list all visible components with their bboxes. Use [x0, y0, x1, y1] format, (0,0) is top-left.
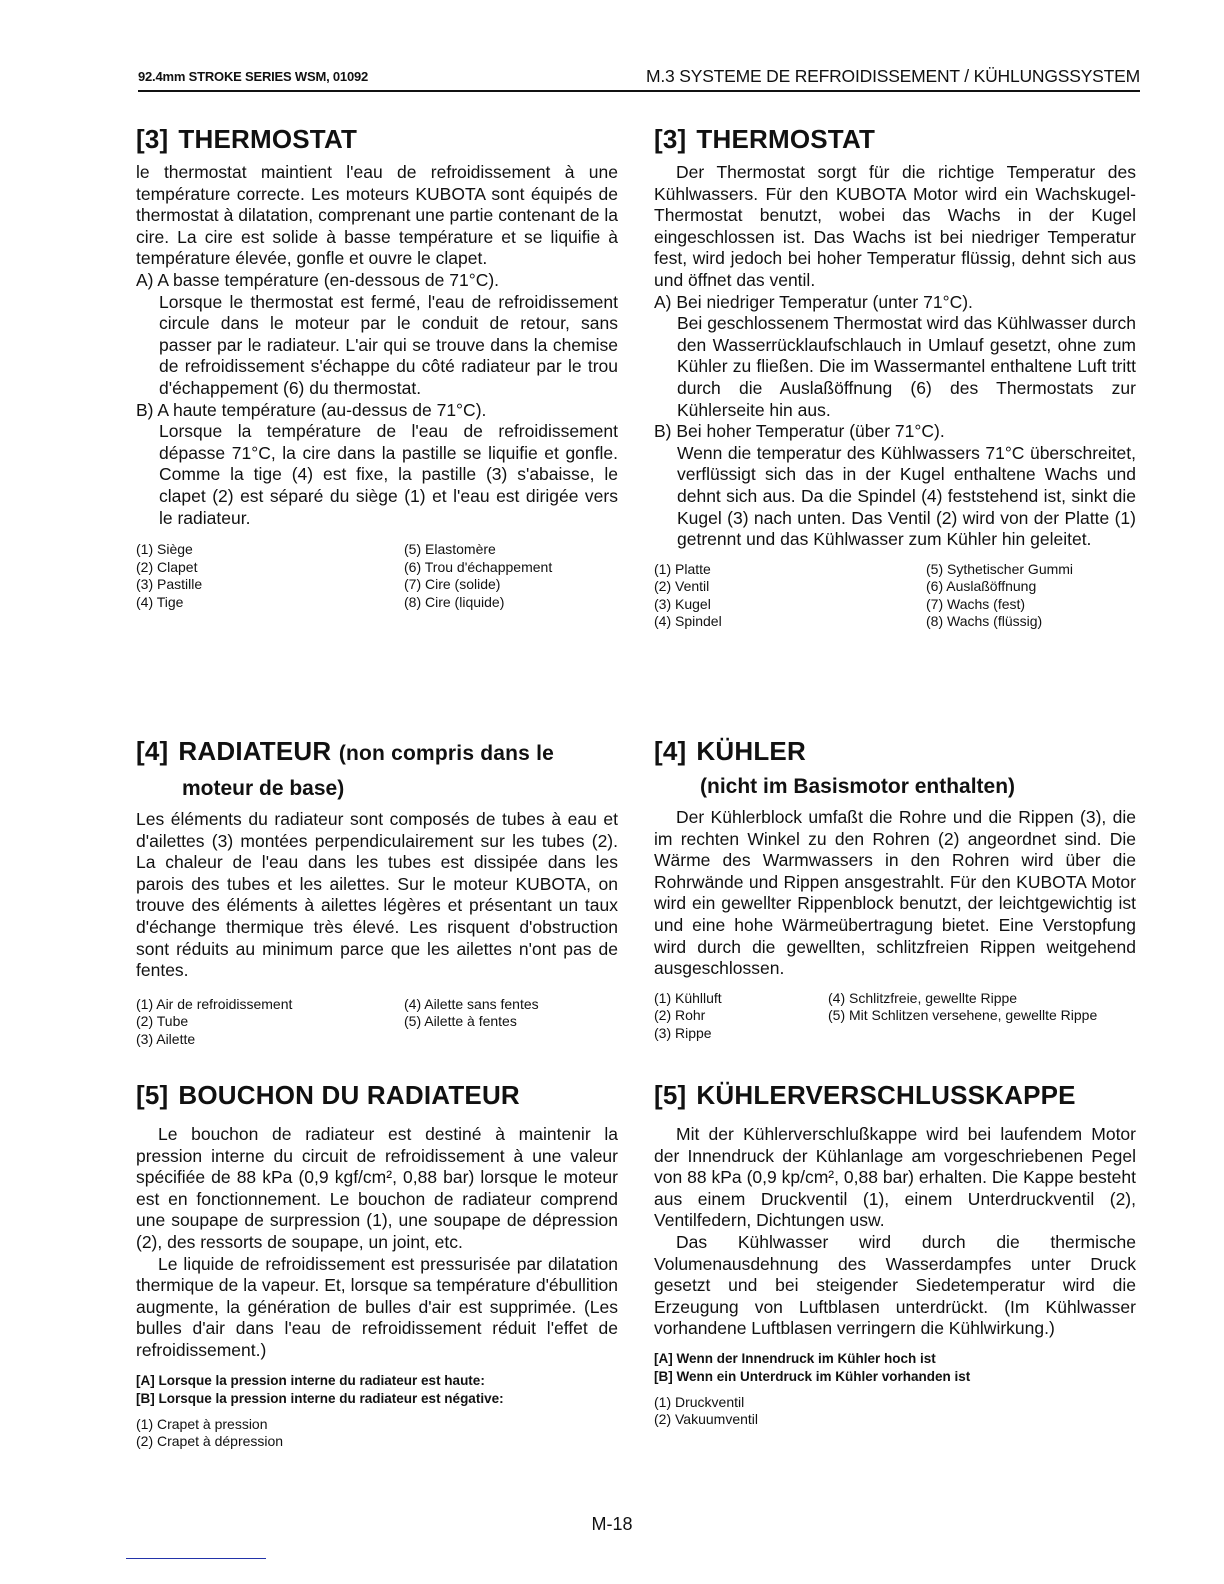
list-item: (2) Crapet à dépression [136, 1433, 284, 1450]
de-cap-list [654, 1394, 1136, 1429]
page-number: M-18 [591, 1514, 633, 1534]
de-thermostat-section [654, 124, 1136, 631]
note-item: [A] Wenn der Innendruck im Kühler hoch ist [654, 1350, 936, 1366]
legend-item: (2) Tube [136, 1013, 189, 1030]
legend-item: (3) Pastille [136, 576, 203, 593]
legend-item: (7) Wachs (fest) [926, 595, 1026, 612]
de-radiator-subheading: (nicht im Basismotor enthalten) [700, 775, 1016, 798]
fr-cap-section [136, 1080, 618, 1451]
legend-item: (5) Mit Schlitzen versehene, gewellte Rippe [828, 1007, 1098, 1024]
de-cap-paragraph-1: Mit der Kühlerverschlußkappe wird bei laufendem Motor der Innendruck der Kühlanlage am vorgeschriebenen Pegel von 88 kPa (0,9 kp/cm², 0,88 bar) erhalten. Die Kappe besteht aus einem Druckventil (1), einem Unterdruckventil (2), Ventilfedern, Dichtungen usw. [654, 1124, 1136, 1231]
note-item: [A] Lorsque la pression interne du radiateur est haute: [136, 1372, 485, 1388]
legend-item: (7) Cire (solide) [404, 576, 501, 593]
list-item: (1) Crapet à pression [136, 1415, 268, 1432]
de-thermostat-a-heading: A) Bei niedriger Temperatur (unter 71°C). [654, 291, 973, 312]
legend-item: (8) Wachs (flüssig) [926, 613, 1043, 630]
legend-item: (1) Platte [654, 560, 711, 577]
fr-radiator-section [136, 736, 618, 1048]
de-cap-heading: [5] KÜHLERVERSCHLUSSKAPPE [654, 1080, 1076, 1110]
fr-cap-list [136, 1416, 618, 1451]
header-series: 92.4mm STROKE SERIES WSM, 01092 [138, 69, 369, 84]
fr-cap-heading: [5] BOUCHON DU RADIATEUR [136, 1080, 520, 1110]
fr-thermostat-b-heading: B) A haute température (au-dessus de 71°C). [136, 399, 487, 420]
de-thermostat-b-heading: B) Bei hoher Temperatur (über 71°C). [654, 421, 945, 442]
de-cap-notes [654, 1350, 1136, 1386]
note-item: [B] Lorsque la pression interne du radiateur est négative: [136, 1390, 504, 1406]
legend-item [404, 1031, 618, 1049]
header-rule [138, 90, 1140, 92]
fr-thermostat-legend [136, 541, 618, 611]
legend-item: (4) Schlitzfreie, gewellte Rippe [828, 989, 1018, 1006]
fr-thermostat-a-heading: A) A basse température (en-dessous de 71°C). [136, 269, 500, 290]
de-thermostat-a-body: Bei geschlossenem Thermostat wird das Kühlwasser durch den Wasserrücklaufschlauch in Umlauf gesetzt, ohne zum Kühler zu fließen. Die im Wassermantel enthaltene Luft tritt durch die Auslaßöffnung (6) des Thermostats zur Kühlerseite hin aus. [677, 313, 1136, 420]
legend-item: (1) Kühlluft [654, 989, 722, 1006]
footer-rule [126, 1558, 266, 1559]
legend-item: (6) Auslaßöffnung [926, 578, 1037, 595]
fr-radiator-subheading: moteur de base) [182, 777, 345, 800]
legend-item: (8) Cire (liquide) [404, 593, 505, 610]
legend-item: (5) Sythetischer Gummi [926, 560, 1074, 577]
de-thermostat-heading: [3] THERMOSTAT [654, 124, 876, 154]
legend-item: (5) Ailette à fentes [404, 1013, 517, 1030]
fr-cap-paragraph-2: Le liquide de refroidissement est pressurisée par dilatation thermique de la vapeur. Et, lorsque sa température d'ébullition augmente, la génération de bulles d'air est supprimée. (Les bulles d'air dans l'eau de refroidissement réduit l'effet de refroidissement.) [136, 1253, 618, 1360]
de-cap-paragraph-2: Das Kühlwasser wird durch die thermische Volumenausdehnung des Wasserdampfes unter Druck gesetzt und bei steigender Siedetemperatur wird die Erzeugung von Luftblasen unterdrückt. (Im Kühlwasser vorhandene Luftblasen verringern die Kühlwirkung.) [654, 1231, 1136, 1339]
fr-thermostat-b-body: Lorsque la température de l'eau de refroidissement dépasse 71°C, la cire dans la pastille se liquifie et gonfle. Comme la tige (4) est fixe, la pastille (3) s'abaisse, le clapet (2) est séparé du siège (1) et l'eau est dirigée vers le radiateur. [159, 421, 618, 528]
fr-thermostat-intro: le thermostat maintient l'eau de refroidissement à une température correcte. Les moteurs KUBOTA sont équipés de thermostat à dilatation, comprenant une partie contenant de la cire. La cire est solide à basse température et se liquifie à température élevée, gonfle et ouvre le clapet. [136, 162, 618, 269]
legend-item: (4) Ailette sans fentes [404, 995, 539, 1012]
fr-thermostat-a-body: Lorsque le thermostat est fermé, l'eau de refroidissement circule dans le moteur par le conduit de retour, sans passer par le radiateur. L'air qui se trouve dans la chemise de refroidissement s'échappe du côté radiateur par le trou d'échappement (6) du thermostat. [159, 291, 618, 398]
fr-radiator-heading: [4] RADIATEUR (non compris dans le [136, 736, 555, 766]
fr-thermostat-heading: [3] THERMOSTAT [136, 124, 358, 154]
fr-thermostat-section [136, 124, 618, 611]
list-item: (2) Vakuumventil [654, 1411, 759, 1428]
list-item: (1) Druckventil [654, 1393, 745, 1410]
legend-item: (2) Ventil [654, 578, 710, 595]
legend-item: (2) Rohr [654, 1007, 706, 1024]
legend-item: (3) Kugel [654, 595, 711, 612]
legend-item: (4) Tige [136, 593, 184, 610]
legend-item: (5) Elastomère [404, 541, 496, 558]
de-radiator-heading: [4] KÜHLER [654, 736, 806, 766]
legend-item: (2) Clapet [136, 558, 198, 575]
legend-item: (4) Spindel [654, 613, 722, 630]
legend-item [828, 1025, 1136, 1043]
de-radiator-section [654, 736, 1136, 1042]
note-item: [B] Wenn ein Unterdruck im Kühler vorhanden ist [654, 1368, 971, 1384]
fr-cap-notes [136, 1372, 618, 1408]
de-cap-section [654, 1080, 1136, 1429]
de-thermostat-intro: Der Thermostat sorgt für die richtige Temperatur des Kühlwassers. Für den KUBOTA Motor wird ein Wachskugel-Thermostat benutzt, wobei das Wachs in der Kugel eingeschlossen ist. Das Wachs ist bei niedriger Temperatur fest, wird jedoch bei hoher Temperatur flüssig, dehnt sich aus und öffnet das ventil. [654, 162, 1136, 290]
legend-item: (1) Siège [136, 541, 193, 558]
legend-item: (3) Rippe [654, 1024, 712, 1041]
de-thermostat-b-body: Wenn die temperatur des Kühlwassers 71°C überschreitet, verflüssigt sich das in der Kugel enthaltene Wachs und dehnt sich aus. Da die Spindel (4) feststehend ist, sinkt die Kugel (3) nach unten. Das Ventil (2) wird von der Platte (1) getrennt und das Kühlwasser zum Kühler hin geleitet. [677, 442, 1136, 550]
fr-radiator-legend [136, 996, 618, 1049]
de-radiator-body: Der Kühlerblock umfaßt die Rohre und die Rippen (3), die im rechten Winkel zu den Rohren (2) angeordnet sind. Die Wärme des Warmwassers in den Rohren wird über die Rohrwände und Rippen ansgestrahlt. Für den KUBOTA Motor wird ein gewellter Rippenblock benutzt, der leichtgewichtig ist und eine hohe Wärmeübertragung bietet. Eine Verstopfung wird durch die gewellten, schlitzfreien Rippen weitgehend ausgeschlossen. [654, 807, 1136, 979]
legend-item: (1) Air de refroidissement [136, 995, 293, 1012]
de-thermostat-legend [654, 561, 1136, 631]
fr-cap-paragraph-1: Le bouchon de radiateur est destiné à maintenir la pression interne du circuit de refroidissement à une valeur spécifiée de 88 kPa (0,9 kgf/cm², 0,88 bar) lorsque le moteur est en fonctionnement. Le bouchon de radiateur comprend une soupape de surpression (1), une soupape de dépression (2), des ressorts de soupape, un joint, etc. [136, 1124, 618, 1252]
legend-item: (6) Trou d'échappement [404, 558, 553, 575]
header-chapter-title: M.3 SYSTEME DE REFROIDISSEMENT / KÜHLUNGSSYSTEM [646, 66, 1140, 86]
fr-radiator-body: Les éléments du radiateur sont composés de tubes à eau et d'ailettes (3) montées perpendiculairement sur les tubes (2). La chaleur de l'eau dans les tubes est dissipée dans les parois des tubes et les ailettes. Sur le moteur KUBOTA, on trouve des éléments à ailettes légères et présentant un taux d'échange thermique très élevé. Les risquent d'obstruction sont réduits au minimum parce que les ailettes n'ont pas de fentes. [136, 809, 618, 981]
de-radiator-legend [654, 990, 1136, 1043]
legend-item: (3) Ailette [136, 1030, 196, 1047]
